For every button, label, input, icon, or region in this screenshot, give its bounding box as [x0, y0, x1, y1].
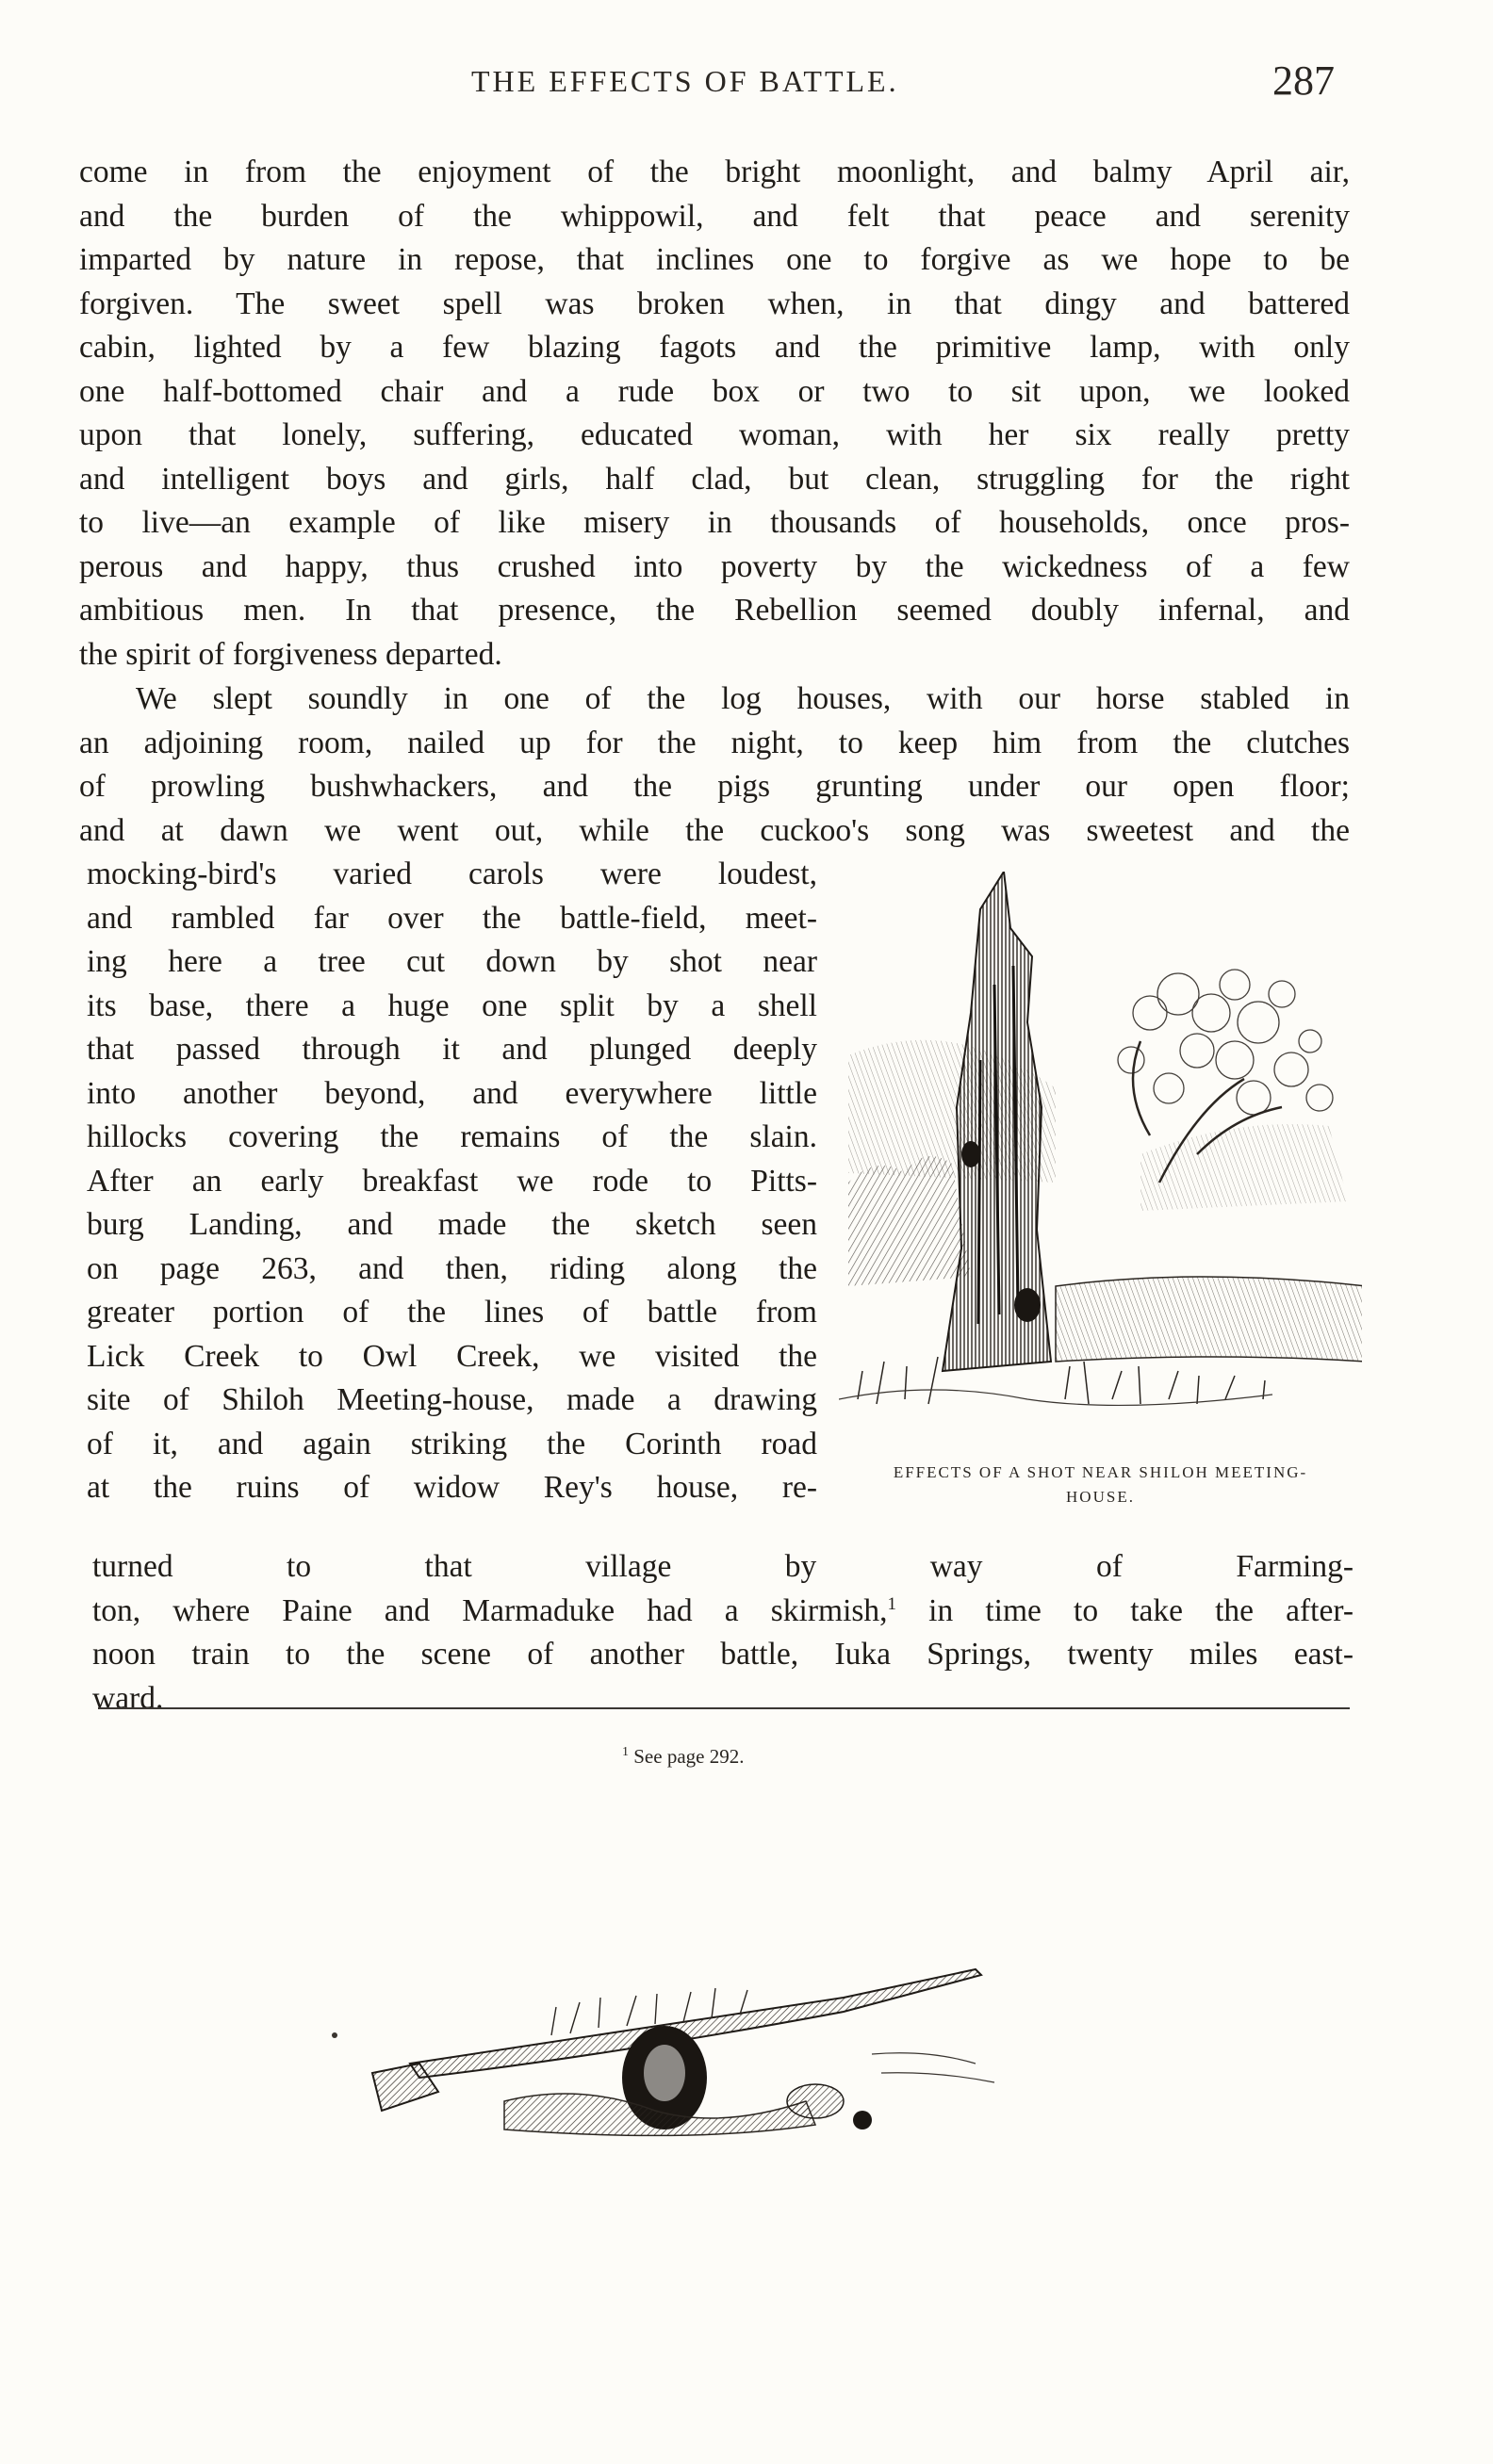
footnote-mark: 1: [622, 1745, 629, 1759]
running-title: THE EFFECTS OF BATTLE.: [471, 64, 899, 98]
text-line: and the burden of the whippowil, and felt that peace and serenity: [79, 198, 1350, 234]
figure-shot-tree-engraving: [839, 872, 1362, 1442]
text-line: burg Landing, and made the sketch seen: [87, 1207, 817, 1242]
text-line: its base, there a huge one split by a shell: [87, 987, 817, 1023]
caption-line: EFFECTS OF A SHOT NEAR SHILOH MEETING-: [893, 1463, 1308, 1481]
text-line: an adjoining room, nailed up for the night, to keep him from the clutches: [79, 725, 1350, 760]
running-head: [0, 57, 1493, 113]
text-line: forgiven. The sweet spell was broken when, in that dingy and battered: [79, 286, 1350, 321]
caption-line: HOUSE.: [1066, 1488, 1135, 1506]
text-line: on page 263, and then, riding along the: [87, 1250, 817, 1286]
text-line: into another beyond, and everywhere little: [87, 1075, 817, 1111]
musket-and-knapsack-ornament: [316, 1960, 1032, 2148]
tailpiece-ornament: [316, 1960, 1032, 2148]
footnote-reference[interactable]: 1: [887, 1593, 897, 1614]
text-line: [92, 1590, 1354, 1634]
footnote-text: See page 292.: [629, 1745, 745, 1768]
text-line: turned to that village by way of Farming-: [92, 1549, 1354, 1584]
text-line: cabin, lighted by a few blazing fagots and the primitive lamp, with only: [79, 330, 1350, 365]
text-line: site of Shiloh Meeting-house, made a drawing: [87, 1382, 817, 1417]
text-line: We slept soundly in one of the log houses, with our horse stabled in: [136, 681, 1350, 716]
text-line: at the ruins of widow Rey's house, re-: [87, 1470, 817, 1505]
text-line: mocking-bird's varied carols were loudest,: [87, 857, 817, 891]
footnote: [622, 1745, 744, 1769]
text-line: upon that lonely, suffering, educated woman, with her six really pretty: [79, 417, 1350, 452]
paragraph-2-wrapped: [87, 853, 817, 1510]
text-line: of it, and again striking the Corinth road: [87, 1426, 817, 1461]
tree-engraving-illustration: [839, 872, 1362, 1442]
text-line: to live—an example of like misery in thousands of households, once pros-: [79, 505, 1350, 540]
text-fragment: ton, where Paine and Marmaduke had a skirmish,: [92, 1592, 888, 1628]
footnote-rule: [98, 1707, 1350, 1709]
figure-caption: [834, 1460, 1367, 1509]
text-line: that passed through it and plunged deeply: [87, 1032, 817, 1067]
text-line: ambitious men. In that presence, the Rebellion seemed doubly infernal, and: [79, 593, 1350, 628]
page-number: 287: [1272, 57, 1335, 104]
text-line: perous and happy, thus crushed into poverty by the wickedness of a few: [79, 548, 1350, 584]
text-line: After an early breakfast we rode to Pitts-: [87, 1163, 817, 1199]
paragraph-2-tail: [92, 1545, 1354, 1721]
text-line: one half-bottomed chair and a rude box or two to sit upon, we looked: [79, 373, 1350, 409]
paragraph-1: [79, 151, 1350, 677]
text-line: greater portion of the lines of battle from: [87, 1295, 817, 1330]
text-line: imparted by nature in repose, that inclines one to forgive as we hope to be: [79, 242, 1350, 277]
text-fragment: in time to take the after-: [896, 1592, 1354, 1628]
paragraph-2: [79, 677, 1350, 853]
text-line: of prowling bushwhackers, and the pigs grunting under our open floor;: [79, 769, 1350, 804]
text-line: Lick Creek to Owl Creek, we visited the: [87, 1338, 817, 1374]
text-line: the spirit of forgiveness departed.: [79, 636, 502, 672]
text-line: and intelligent boys and girls, half clad, but clean, struggling for the right: [79, 461, 1350, 497]
text-line: and at dawn we went out, while the cuckoo's song was sweetest and the: [79, 812, 1350, 848]
text-line: hillocks covering the remains of the slain.: [87, 1119, 817, 1154]
text-line: come in from the enjoyment of the bright moonlight, and balmy April air,: [79, 155, 1350, 189]
text-line: noon train to the scene of another battle, Iuka Springs, twenty miles east-: [92, 1637, 1354, 1672]
text-line: ing here a tree cut down by shot near: [87, 944, 817, 979]
text-line: and rambled far over the battle-field, meet-: [87, 900, 817, 936]
text-line: ward.: [92, 1680, 164, 1716]
